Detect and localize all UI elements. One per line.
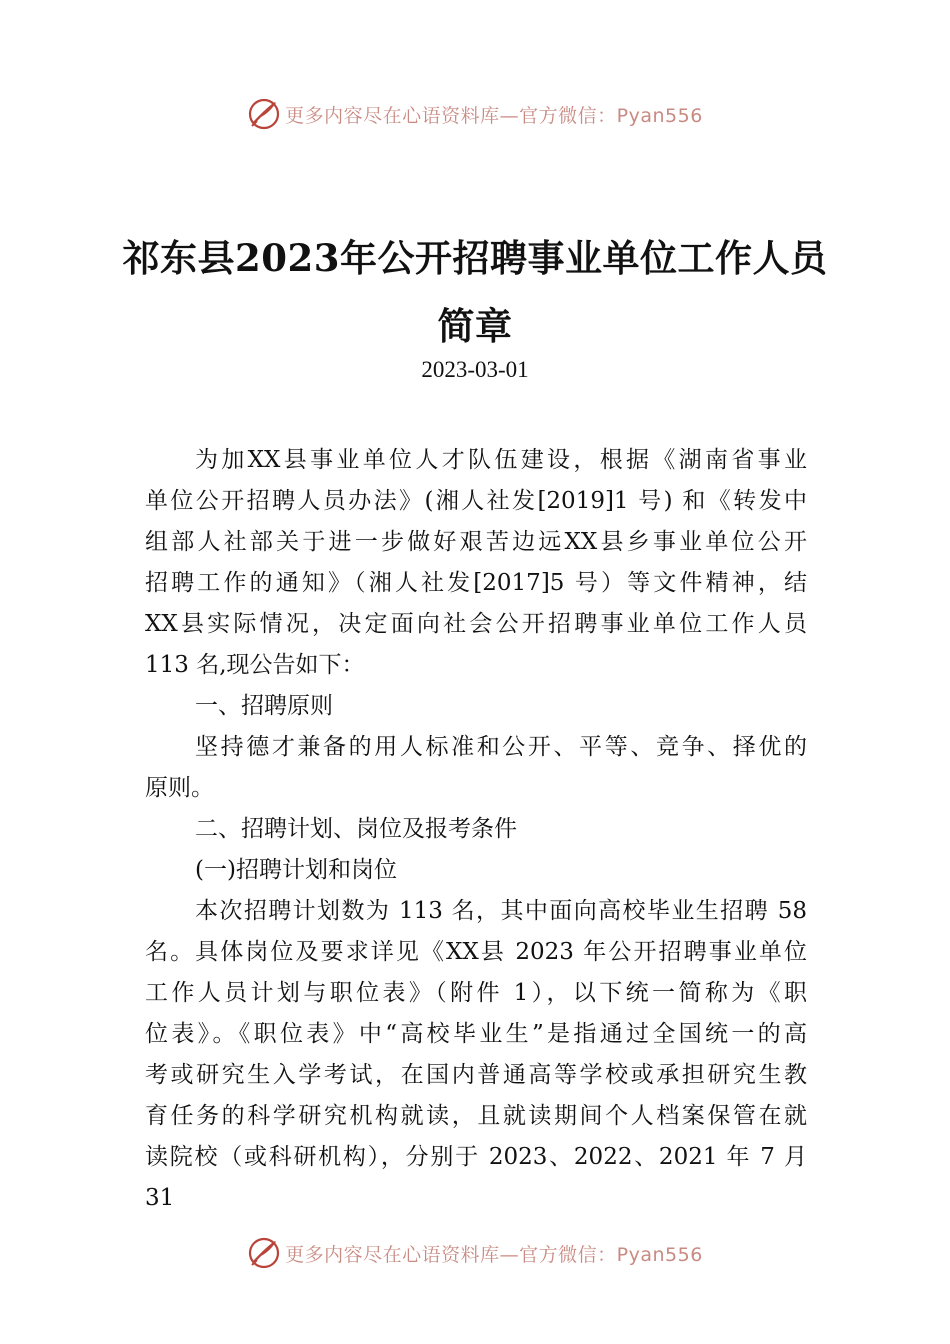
quill-pen-logo-icon [247,1236,281,1270]
quill-pen-logo-icon [247,97,281,131]
body-line: 考或研究生入学考试，在国内普通高等学校或承担研究生教 [145,1062,807,1088]
watermark-text: 更多内容尽在心语资料库—官方微信：Pyan556 [285,1243,703,1266]
section-heading-1: 一、招聘原则 [195,693,333,719]
body-line: 本次招聘计划数为 113 名，其中面向高校毕业生招聘 58 [195,898,807,924]
body-line: 为加XX县事业单位人才队伍建设，根据《湖南省事业 [195,447,807,473]
body-line: 育任务的科学研究机构就读，且就读期间个人档案保管在就 [145,1103,807,1129]
body-line: 位表》。《职位表》中“高校毕业生”是指通过全国统一的高 [145,1021,807,1047]
watermark-wechat-id: Pyan556 [616,104,703,127]
body-line: 工作人员计划与职位表》（附件 1），以下统一简称为《职 [145,980,807,1006]
body-line: 组部人社部关于进一步做好艰苦边远XX县乡事业单位公开 [145,529,807,555]
watermark-wechat-id: Pyan556 [616,1243,703,1266]
footer-watermark [0,1233,950,1273]
body-line: 单位公开招聘人员办法》(湘人社发[2019]1 号) 和《转发中 [145,488,807,514]
body-line: 坚持德才兼备的用人标准和公开、平等、竞争、择优的 [195,734,807,760]
body-line: 名。具体岗位及要求详见《XX县 2023 年公开招聘事业单位 [145,939,807,965]
body-line: 读院校（或科研机构），分别于 2023、2022、2021 年 7 月 [145,1144,807,1170]
body-line: 原则。 [145,775,214,801]
watermark-text: 更多内容尽在心语资料库—官方微信：Pyan556 [285,104,703,127]
document-title-line1: 祁东县2023年公开招聘事业单位工作人员 [122,236,828,280]
document-title-line2: 简章 [437,304,513,348]
body-line: XX县实际情况，决定面向社会公开招聘事业单位工作人员 [145,611,807,637]
subsection-heading: (一)招聘计划和岗位 [195,857,397,883]
body-line: 招聘工作的通知》（湘人社发[2017]5 号）等文件精神，结 [145,570,807,596]
document-date: 2023-03-01 [421,357,529,382]
header-watermark [0,94,950,134]
section-heading-2: 二、招聘计划、岗位及报考条件 [195,816,517,842]
body-line: 113 名,现公告如下： [145,652,365,678]
body-line: 31 [145,1185,175,1211]
document-body [145,440,807,1220]
